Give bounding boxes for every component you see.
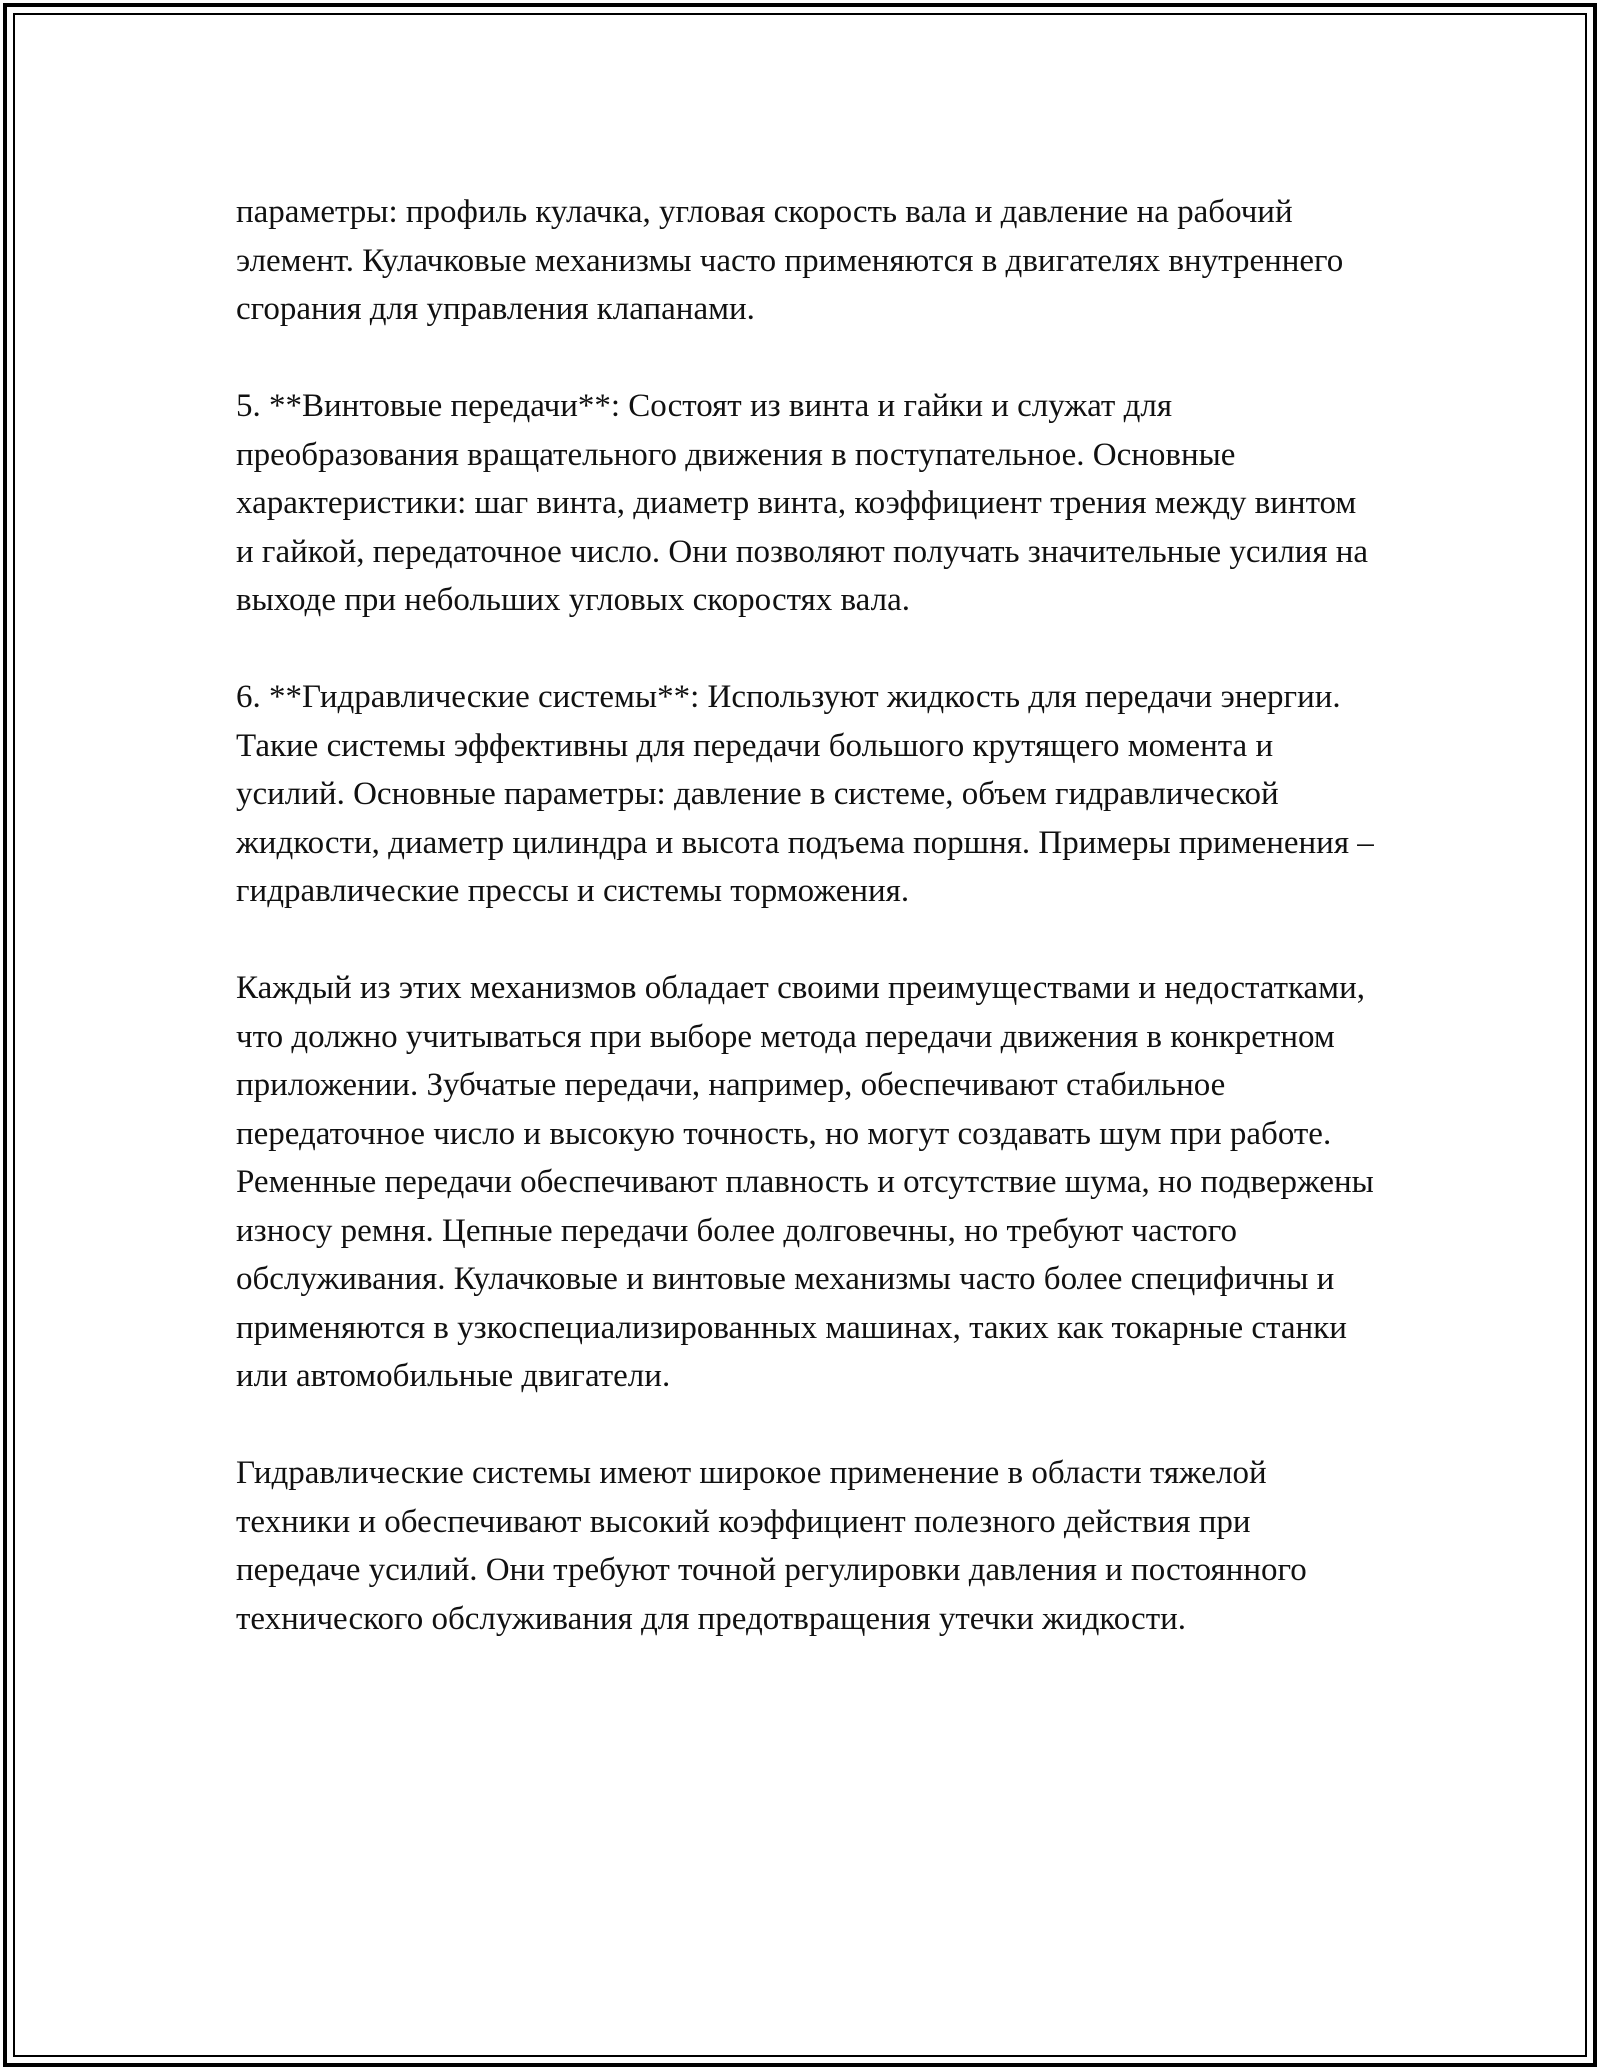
paragraph-hydraulic-systems: 6. **Гидравлические системы**: Используют жидкость для передачи энергии. Такие системы эффективны для передачи большого крутящего момента и усилий. Основные параметры: давление в системе, объем гидравлической жидкости, диаметр цилиндра и высота подъема поршня. Примеры применения – гидравлические прессы и системы торможения. [236, 679, 1374, 909]
paragraph-hydraulic-summary: Гидравлические системы имеют широкое применение в области тяжелой техники и обеспечивают высокий коэффициент полезного действия при передаче усилий. Они требуют точной регулировки давления и постоянного технического обслуживания для предотвращения утечки жидкости. [236, 1455, 1307, 1637]
paragraph-mechanisms-comparison: Каждый из этих механизмов обладает своими преимуществами и недостатками, что должно учитываться при выборе метода передачи движения в конкретном приложении. Зубчатые передачи, например, обеспечивают стабильное передаточное число и высокую точность, но могут создавать шум при работе. Ременные передачи обеспечивают плавность и отсутствие шума, но подвержены износу ремня. Цепные передачи более долговечны, но требуют частого обслуживания. Кулачковые и винтовые механизмы часто более специфичны и применяются в узкоспециализированных машинах, таких как токарные станки или автомобильные двигатели. [236, 970, 1374, 1394]
paragraph-screw-gears: 5. **Винтовые передачи**: Состоят из винта и гайки и служат для преобразования вращательного движения в поступательное. Основные характеристики: шаг винта, диаметр винта, коэффициент трения между винтом и гайкой, передаточное число. Они позволяют получать значительные усилия на выходе при небольших угловых скоростях вала. [236, 388, 1369, 618]
paragraph-cam-mechanisms-continued: параметры: профиль кулачка, угловая скорость вала и давление на рабочий элемент. Кулачковые механизмы часто применяются в двигателях внутреннего сгорания для управления клапанами. [236, 194, 1344, 327]
document-body [236, 188, 1376, 1692]
